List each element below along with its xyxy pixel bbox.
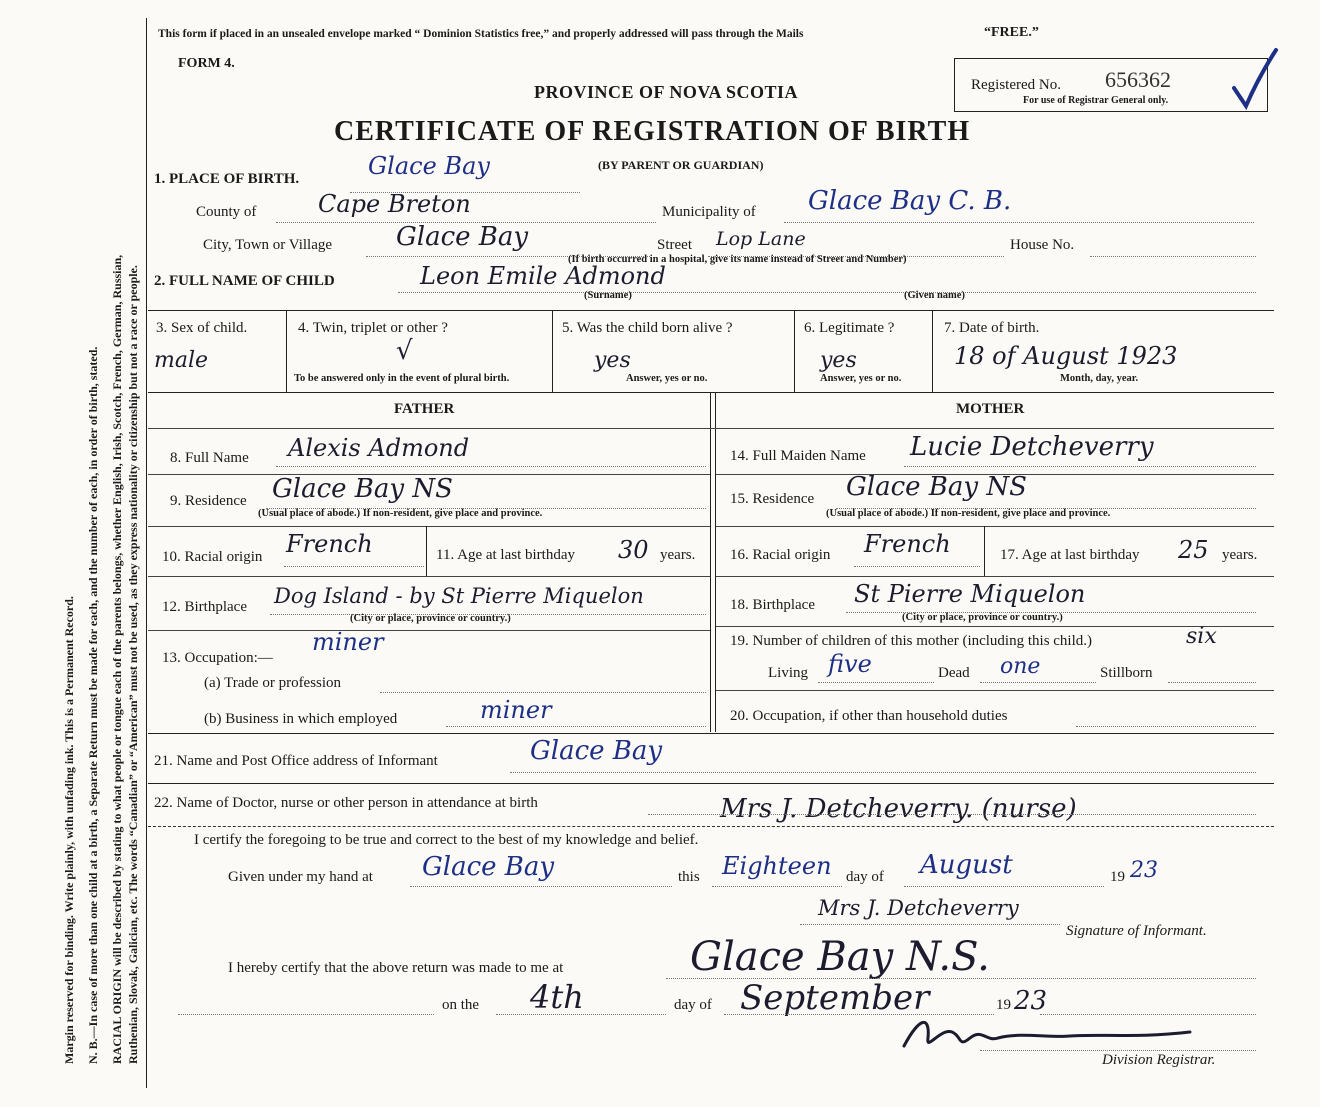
mother-years-label: years. [1222,547,1258,563]
sex-label: 3. Sex of child. [156,320,248,336]
year-value: 23 [1130,858,1158,883]
street-note: (If birth occurred in a hospital, give its name instead of Street and Number) [568,254,907,265]
father-race-value: French [286,530,373,558]
month-value: August [920,850,1013,880]
father-occupation-value: miner [312,628,384,656]
alive-value: yes [594,348,631,373]
mother-race-value: French [864,530,951,558]
father-birthplace-value: Dog Island - by St Pierre Miquelon [274,584,644,608]
mail-notice: This form if placed in an unsealed envelope marked “ Dominion Statistics free,” and properly addressed will pass through the Mails [158,28,804,40]
municipality-value: Glace Bay C. B. [808,186,1012,216]
father-residence-note: (Usual place of abode.) If non-resident, give place and province. [258,508,543,519]
county-label: County of [196,204,257,220]
father-race-label: 10. Racial origin [162,549,263,565]
form-number: FORM 4. [178,56,235,71]
living-label: Living [768,665,808,681]
surname-note: (Surname) [584,290,632,301]
child-name-value: Leon Emile Admond [420,262,666,290]
province-heading: PROVINCE OF NOVA SCOTIA [534,82,799,102]
mother-birthplace-label: 18. Birthplace [730,597,815,613]
mother-name-value: Lucie Detcheverry [910,432,1154,462]
margin-note-1: Margin reserved for binding. Write plainly, with unfading ink. This is a Permanent Record. [62,596,76,1064]
legitimate-value: yes [820,348,857,373]
binding-margin [0,0,148,1107]
registrar-place-value: Glace Bay N.S. [690,934,990,980]
mother-birthplace-note: (City or place, province or country.) [902,612,1063,623]
registrar-note: For use of Registrar General only. [1023,95,1169,106]
twin-note: To be answered only in the event of plural birth. [294,373,510,384]
street-label: Street [657,237,692,253]
twin-value: √ [396,336,413,366]
mother-birthplace-value: St Pierre Miquelon [854,580,1086,608]
father-occupation-label: 13. Occupation:— [162,650,273,666]
doctor-value: Mrs J. Detcheverry. (nurse) [720,794,1077,824]
informant-label: 21. Name and Post Office address of Informant [154,753,438,769]
children-count-label: 19. Number of children of this mother (including this child.) [730,633,1093,649]
margin-note-4: Ruthenian, Slovak, Galician, etc. The words “Canadian” or “American” must not be used, as they express nationality or citizenship but not a race or people. [126,265,140,1064]
living-value: five [828,650,872,678]
day-value: Eighteen [722,852,832,880]
registrar-day-of-label: day of [674,997,712,1013]
father-years-label: years. [660,547,696,563]
sex-value: male [154,348,209,373]
margin-note-3: RACIAL ORIGIN will be described by stating to what people or tongue each of the parents belongs, whether English, Irish, Scotch, French, German, Russian, [110,254,124,1064]
municipality-label: Municipality of [662,204,756,220]
page-title: CERTIFICATE OF REGISTRATION OF BIRTH [334,116,971,147]
dead-label: Dead [938,665,970,681]
business-value: miner [480,696,552,724]
alive-note: Answer, yes or no. [626,373,708,384]
father-residence-label: 9. Residence [170,493,247,509]
check-mark-icon [1228,44,1284,120]
given-place-value: Glace Bay [422,852,555,882]
registrar-year-prefix: 19 [996,997,1011,1013]
doctor-label: 22. Name of Doctor, nurse or other person in attendance at birth [154,795,538,811]
father-heading: FATHER [394,401,455,417]
mother-residence-value: Glace Bay NS [846,472,1027,502]
city-label: City, Town or Village [203,237,333,253]
twin-label: 4. Twin, triplet or other ? [298,320,448,336]
informant-value: Glace Bay [530,736,663,766]
father-birthplace-note: (City or place, province or country.) [350,613,511,624]
mother-age-value: 25 [1178,536,1209,564]
day-of-label: day of [846,869,884,885]
informant-signature: Mrs J. Detcheverry [818,896,1019,920]
children-count-value: six [1186,624,1217,649]
mother-age-label: 17. Age at last birthday [1000,547,1140,563]
father-age-value: 30 [618,536,649,564]
place-of-birth-value: Glace Bay [368,152,490,180]
legitimate-note: Answer, yes or no. [820,373,902,384]
margin-rule [146,18,147,1088]
dob-note: Month, day, year. [1060,373,1139,384]
father-name-label: 8. Full Name [170,450,249,466]
dob-label: 7. Date of birth. [944,320,1040,336]
mother-occupation-label: 20. Occupation, if other than household duties [730,708,1008,724]
registered-number-box [954,58,1268,112]
margin-note-2: N. B.—In case of more than one child at a birth, a Separate Return must be made for each, and the number of each, in order of birth, stated. [86,346,100,1064]
county-value: Cape Breton [318,190,471,218]
house-number-label: House No. [1010,237,1075,253]
given-name-note: (Given name) [904,290,965,301]
registered-value: 656362 [1105,67,1171,92]
mother-residence-label: 15. Residence [730,491,815,507]
given-under-hand-label: Given under my hand at [228,869,373,885]
alive-label: 5. Was the child born alive ? [562,320,733,336]
division-registrar-label: Division Registrar. [1102,1052,1216,1068]
this-label: this [678,869,700,885]
stillborn-label: Stillborn [1100,665,1153,681]
mother-name-label: 14. Full Maiden Name [730,448,866,464]
street-value: Lop Lane [716,228,806,250]
registrar-day-value: 4th [530,978,584,1016]
signature-of-informant-label: Signature of Informant. [1066,923,1207,939]
father-name-value: Alexis Admond [288,434,470,462]
city-value: Glace Bay [396,222,529,252]
mother-race-label: 16. Racial origin [730,547,831,563]
business-label: (b) Business in which employed [204,711,398,727]
mother-heading: MOTHER [956,401,1025,417]
registrar-month-value: September [740,978,930,1018]
father-residence-value: Glace Bay NS [272,474,453,504]
year-prefix: 19 [1110,869,1125,885]
registrar-year-value: 23 [1014,986,1048,1016]
child-name-label: 2. FULL NAME OF CHILD [154,273,335,289]
mother-residence-note: (Usual place of abode.) If non-resident, give place and province. [826,508,1111,519]
father-birthplace-label: 12. Birthplace [162,599,247,615]
dead-value: one [1000,654,1041,679]
trade-label: (a) Trade or profession [204,675,342,691]
father-age-label: 11. Age at last birthday [436,547,575,563]
certify-statement: I certify the foregoing to be true and correct to the best of my knowledge and belief. [194,832,699,848]
registrar-statement: I hereby certify that the above return was made to me at [228,960,564,976]
page-subtitle: (BY PARENT OR GUARDIAN) [598,158,764,172]
registered-label: Registered No. [971,77,1061,93]
dob-value: 18 of August 1923 [954,342,1178,370]
on-the-label: on the [442,997,480,1013]
place-of-birth-label: 1. PLACE OF BIRTH. [154,171,300,187]
legitimate-label: 6. Legitimate ? [804,320,895,336]
free-label: “FREE.” [984,25,1039,40]
